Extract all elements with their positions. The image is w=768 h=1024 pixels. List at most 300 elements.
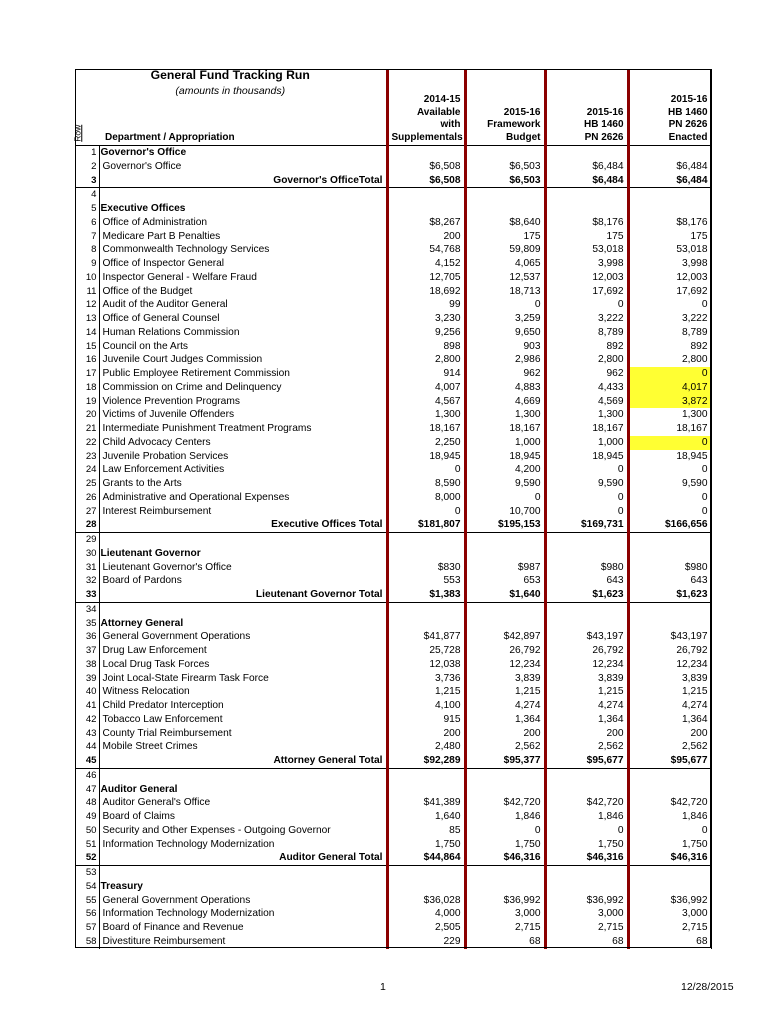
value-cell: $8,176 (545, 216, 628, 230)
value-cell (387, 202, 465, 216)
appropriation-label: Administrative and Operational Expenses (99, 491, 387, 505)
value-cell: 2,800 (628, 353, 711, 367)
value-cell: 59,809 (465, 243, 545, 257)
appropriation-label: Office of Administration (99, 216, 387, 230)
value-cell: 1,750 (628, 838, 711, 852)
value-cell: 175 (628, 230, 711, 244)
value-cell: 68 (545, 935, 628, 949)
value-cell: 3,839 (628, 672, 711, 686)
value-cell (628, 880, 711, 894)
value-cell: 1,215 (465, 685, 545, 699)
value-cell: $1,623 (628, 588, 711, 602)
value-cell (545, 188, 628, 202)
value-cell: $830 (387, 561, 465, 575)
table-row (75, 160, 711, 174)
value-cell: $42,897 (465, 630, 545, 644)
appropriation-label: Violence Prevention Programs (99, 395, 387, 409)
table-row (75, 685, 711, 699)
value-cell (465, 602, 545, 616)
table-row (75, 658, 711, 672)
value-cell: $36,992 (628, 894, 711, 908)
value-cell: 9,590 (465, 477, 545, 491)
value-cell (545, 617, 628, 631)
appropriation-label: Council on the Arts (99, 340, 387, 354)
value-cell (465, 547, 545, 561)
value-cell (465, 768, 545, 782)
value-cell: 1,846 (628, 810, 711, 824)
value-cell: 3,222 (628, 312, 711, 326)
value-cell: 1,750 (545, 838, 628, 852)
value-cell: $169,731 (545, 518, 628, 532)
value-cell: 4,200 (465, 463, 545, 477)
row-number: 28 (75, 518, 99, 532)
total-row (75, 588, 711, 602)
row-number: 36 (75, 630, 99, 644)
value-cell: 18,167 (387, 422, 465, 436)
value-cell: $6,484 (545, 160, 628, 174)
section-label: Lieutenant Governor (99, 547, 387, 561)
table-row (75, 602, 711, 616)
value-cell: 4,065 (465, 257, 545, 271)
value-cell: 3,872 (628, 395, 711, 409)
appropriation-label: Board of Claims (99, 810, 387, 824)
value-cell: 4,152 (387, 257, 465, 271)
appropriation-label: Information Technology Modernization (99, 907, 387, 921)
row-number: 52 (75, 851, 99, 865)
value-cell: 4,007 (387, 381, 465, 395)
appropriation-label: Tobacco Law Enforcement (99, 713, 387, 727)
value-cell: 12,537 (465, 271, 545, 285)
value-cell: 4,100 (387, 699, 465, 713)
value-cell: 0 (628, 298, 711, 312)
row-number: 42 (75, 713, 99, 727)
table-row (75, 921, 711, 935)
table-row (75, 285, 711, 299)
value-cell: 12,003 (628, 271, 711, 285)
value-cell: 9,590 (545, 477, 628, 491)
row-number: 2 (75, 160, 99, 174)
value-cell: 1,300 (387, 408, 465, 422)
value-cell (628, 547, 711, 561)
value-cell: 2,480 (387, 740, 465, 754)
appropriation-label: Juvenile Probation Services (99, 450, 387, 464)
table-row (75, 824, 711, 838)
value-cell (545, 202, 628, 216)
appropriation-label: Victims of Juvenile Offenders (99, 408, 387, 422)
table-row (75, 395, 711, 409)
value-cell: $1,640 (465, 588, 545, 602)
row-number: 48 (75, 796, 99, 810)
column-header-2014-15: 2014-15 Available with Supplementals (387, 69, 465, 146)
row-number: 15 (75, 340, 99, 354)
value-cell: 68 (628, 935, 711, 949)
value-cell (628, 202, 711, 216)
column-header-enacted: 2015-16 HB 1460 PN 2626 Enacted (628, 69, 711, 146)
value-cell: $6,503 (465, 160, 545, 174)
value-cell: $44,864 (387, 851, 465, 865)
row-number: 58 (75, 935, 99, 949)
appropriation-label: General Government Operations (99, 894, 387, 908)
row-number: 18 (75, 381, 99, 395)
appropriation-label (99, 533, 387, 547)
value-cell (465, 533, 545, 547)
appropriation-label: Divestiture Reimbursement (99, 935, 387, 949)
total-row (75, 851, 711, 865)
value-cell: 17,692 (545, 285, 628, 299)
value-cell (387, 768, 465, 782)
value-cell: $1,623 (545, 588, 628, 602)
table-row (75, 907, 711, 921)
value-cell: $987 (465, 561, 545, 575)
value-cell: 962 (465, 367, 545, 381)
value-cell: 12,234 (545, 658, 628, 672)
appropriation-label: Child Advocacy Centers (99, 436, 387, 450)
row-number: 22 (75, 436, 99, 450)
total-row (75, 754, 711, 768)
row-number: 44 (75, 740, 99, 754)
value-cell: 1,364 (545, 713, 628, 727)
table-row (75, 838, 711, 852)
value-cell: 18,945 (465, 450, 545, 464)
section-label: Executive Offices (99, 202, 387, 216)
value-cell: 1,750 (465, 838, 545, 852)
value-cell: $95,677 (545, 754, 628, 768)
row-number: 41 (75, 699, 99, 713)
appropriation-label: Drug Law Enforcement (99, 644, 387, 658)
row-number: 12 (75, 298, 99, 312)
value-cell: 3,000 (465, 907, 545, 921)
value-cell: 892 (628, 340, 711, 354)
total-label: Lieutenant Governor Total (99, 588, 387, 602)
value-cell: 1,300 (465, 408, 545, 422)
value-cell: 892 (545, 340, 628, 354)
row-number: 50 (75, 824, 99, 838)
value-cell: 4,569 (545, 395, 628, 409)
value-cell: 3,998 (545, 257, 628, 271)
row-number: 56 (75, 907, 99, 921)
table-row (75, 796, 711, 810)
value-cell: 2,562 (465, 740, 545, 754)
value-cell: 903 (465, 340, 545, 354)
row-number: 11 (75, 285, 99, 299)
value-cell: $36,992 (465, 894, 545, 908)
section-label: Governor's Office (99, 146, 387, 160)
value-cell: 9,256 (387, 326, 465, 340)
row-number: 31 (75, 561, 99, 575)
value-cell: 1,364 (628, 713, 711, 727)
appropriation-label: County Trial Reimbursement (99, 727, 387, 741)
row-number: 10 (75, 271, 99, 285)
value-cell (465, 617, 545, 631)
value-cell: 200 (387, 727, 465, 741)
value-cell: 2,250 (387, 436, 465, 450)
table-row (75, 574, 711, 588)
appropriation-label: Governor's Office (99, 160, 387, 174)
table-row (75, 188, 711, 202)
table-row (75, 810, 711, 824)
section-row (75, 146, 711, 160)
table-row (75, 561, 711, 575)
value-cell: 0 (628, 824, 711, 838)
value-cell: $42,720 (545, 796, 628, 810)
value-cell: 2,800 (545, 353, 628, 367)
appropriation-label (99, 866, 387, 880)
value-cell: 4,883 (465, 381, 545, 395)
total-label: Attorney General Total (99, 754, 387, 768)
value-cell: 0 (628, 463, 711, 477)
value-cell (545, 768, 628, 782)
appropriation-label: Child Predator Interception (99, 699, 387, 713)
value-cell (628, 866, 711, 880)
value-cell: 1,750 (387, 838, 465, 852)
table-row (75, 381, 711, 395)
value-cell: $95,377 (465, 754, 545, 768)
row-number: 6 (75, 216, 99, 230)
value-cell: $42,720 (628, 796, 711, 810)
value-cell: 643 (545, 574, 628, 588)
value-cell: 17,692 (628, 285, 711, 299)
appropriation-label: Public Employee Retirement Commission (99, 367, 387, 381)
value-cell: 26,792 (465, 644, 545, 658)
value-cell: 9,650 (465, 326, 545, 340)
value-cell: 0 (465, 298, 545, 312)
appropriation-label: Inspector General - Welfare Fraud (99, 271, 387, 285)
value-cell: 3,000 (545, 907, 628, 921)
value-cell: 962 (545, 367, 628, 381)
appropriation-label: Human Relations Commission (99, 326, 387, 340)
value-cell: $6,484 (628, 160, 711, 174)
row-number: 14 (75, 326, 99, 340)
table-row (75, 367, 711, 381)
value-cell: $8,176 (628, 216, 711, 230)
value-cell: $195,153 (465, 518, 545, 532)
value-cell: 0 (628, 505, 711, 519)
value-cell: 8,590 (387, 477, 465, 491)
value-cell: 18,167 (545, 422, 628, 436)
table-row (75, 866, 711, 880)
appropriation-label: Joint Local-State Firearm Task Force (99, 672, 387, 686)
budget-table (72, 68, 712, 949)
value-cell: 2,800 (387, 353, 465, 367)
section-row (75, 617, 711, 631)
value-cell: 2,505 (387, 921, 465, 935)
row-number: 55 (75, 894, 99, 908)
value-cell: 8,000 (387, 491, 465, 505)
row-number: 32 (75, 574, 99, 588)
column-header-pn2626: 2015-16 HB 1460 PN 2626 (545, 69, 628, 146)
row-number: 4 (75, 188, 99, 202)
row-number: 29 (75, 533, 99, 547)
value-cell: 175 (465, 230, 545, 244)
value-cell (545, 146, 628, 160)
value-cell (545, 866, 628, 880)
value-cell: 4,017 (628, 381, 711, 395)
value-cell: 4,274 (628, 699, 711, 713)
value-cell: 0 (465, 491, 545, 505)
value-cell: $980 (545, 561, 628, 575)
value-cell (465, 202, 545, 216)
appropriation-label: Office of Inspector General (99, 257, 387, 271)
value-cell: 99 (387, 298, 465, 312)
value-cell: 4,433 (545, 381, 628, 395)
value-cell: $8,267 (387, 216, 465, 230)
row-number: 25 (75, 477, 99, 491)
appropriation-label: Commission on Crime and Delinquency (99, 381, 387, 395)
value-cell: $181,807 (387, 518, 465, 532)
value-cell: 53,018 (628, 243, 711, 257)
row-number: 8 (75, 243, 99, 257)
value-cell: 1,215 (387, 685, 465, 699)
total-label: Auditor General Total (99, 851, 387, 865)
value-cell (387, 188, 465, 202)
value-cell (465, 783, 545, 797)
value-cell: 914 (387, 367, 465, 381)
row-number: 21 (75, 422, 99, 436)
value-cell (387, 146, 465, 160)
value-cell: 2,715 (465, 921, 545, 935)
appropriation-label: Intermediate Punishment Treatment Programs (99, 422, 387, 436)
row-number: 54 (75, 880, 99, 894)
row-number: 23 (75, 450, 99, 464)
value-cell: 10,700 (465, 505, 545, 519)
value-cell (545, 602, 628, 616)
section-row (75, 880, 711, 894)
value-cell: 12,003 (545, 271, 628, 285)
value-cell: 18,167 (628, 422, 711, 436)
table-row (75, 230, 711, 244)
value-cell (387, 533, 465, 547)
table-row (75, 463, 711, 477)
value-cell: $42,720 (465, 796, 545, 810)
value-cell: 2,562 (545, 740, 628, 754)
value-cell (545, 547, 628, 561)
row-number: 51 (75, 838, 99, 852)
row-number: 45 (75, 754, 99, 768)
department-column-label: Department / Appropriation (105, 131, 235, 143)
appropriation-label: Local Drug Task Forces (99, 658, 387, 672)
section-label: Auditor General (99, 783, 387, 797)
table-row (75, 713, 711, 727)
value-cell: 653 (465, 574, 545, 588)
appropriation-label: Board of Finance and Revenue (99, 921, 387, 935)
total-label: Governor's OfficeTotal (99, 174, 387, 188)
row-number: 35 (75, 617, 99, 631)
table-row (75, 644, 711, 658)
column-header-framework: 2015-16 Framework Budget (465, 69, 545, 146)
appropriation-label: Medicare Part B Penalties (99, 230, 387, 244)
appropriation-label: Audit of the Auditor General (99, 298, 387, 312)
table-row (75, 672, 711, 686)
row-number: 40 (75, 685, 99, 699)
value-cell: 53,018 (545, 243, 628, 257)
value-cell: 0 (545, 463, 628, 477)
appropriation-label: Office of the Budget (99, 285, 387, 299)
table-row (75, 298, 711, 312)
value-cell: 18,692 (387, 285, 465, 299)
appropriation-label: Security and Other Expenses - Outgoing Governor (99, 824, 387, 838)
value-cell: 3,259 (465, 312, 545, 326)
value-cell: 3,998 (628, 257, 711, 271)
value-cell: $1,383 (387, 588, 465, 602)
value-cell (628, 617, 711, 631)
section-row (75, 783, 711, 797)
value-cell: 643 (628, 574, 711, 588)
value-cell: $166,656 (628, 518, 711, 532)
value-cell: 12,705 (387, 271, 465, 285)
value-cell (387, 783, 465, 797)
appropriation-label (99, 188, 387, 202)
appropriation-label: Board of Pardons (99, 574, 387, 588)
value-cell: 200 (545, 727, 628, 741)
total-row (75, 518, 711, 532)
row-number: 30 (75, 547, 99, 561)
value-cell: 0 (628, 436, 711, 450)
row-number: 3 (75, 174, 99, 188)
table-row (75, 533, 711, 547)
value-cell: $6,508 (387, 160, 465, 174)
appropriation-label: Lieutenant Governor's Office (99, 561, 387, 575)
value-cell: 0 (465, 824, 545, 838)
row-number: 38 (75, 658, 99, 672)
appropriation-label: Auditor General's Office (99, 796, 387, 810)
value-cell: $980 (628, 561, 711, 575)
row-number: 47 (75, 783, 99, 797)
value-cell: 2,562 (628, 740, 711, 754)
appropriation-label (99, 768, 387, 782)
appropriation-label: Interest Reimbursement (99, 505, 387, 519)
table-row (75, 312, 711, 326)
section-label: Treasury (99, 880, 387, 894)
value-cell: 553 (387, 574, 465, 588)
value-cell: 3,230 (387, 312, 465, 326)
value-cell: 0 (387, 505, 465, 519)
value-cell: 4,567 (387, 395, 465, 409)
value-cell (387, 880, 465, 894)
value-cell: 915 (387, 713, 465, 727)
value-cell: 18,945 (387, 450, 465, 464)
value-cell: 4,274 (545, 699, 628, 713)
value-cell (628, 602, 711, 616)
table-row (75, 408, 711, 422)
value-cell: 3,839 (465, 672, 545, 686)
value-cell: 200 (465, 727, 545, 741)
row-number: 43 (75, 727, 99, 741)
value-cell: 0 (545, 298, 628, 312)
value-cell: 1,640 (387, 810, 465, 824)
row-number: 46 (75, 768, 99, 782)
value-cell (465, 866, 545, 880)
appropriation-label: Grants to the Arts (99, 477, 387, 491)
value-cell (545, 783, 628, 797)
table-row (75, 768, 711, 782)
value-cell: $8,640 (465, 216, 545, 230)
appropriation-label: Witness Relocation (99, 685, 387, 699)
table-row (75, 894, 711, 908)
value-cell (628, 146, 711, 160)
value-cell: 1,364 (465, 713, 545, 727)
row-number: 9 (75, 257, 99, 271)
appropriation-label: Office of General Counsel (99, 312, 387, 326)
value-cell: 1,300 (628, 408, 711, 422)
value-cell: 4,669 (465, 395, 545, 409)
row-number: 19 (75, 395, 99, 409)
appropriation-label: Mobile Street Crimes (99, 740, 387, 754)
row-number: 20 (75, 408, 99, 422)
table-row (75, 340, 711, 354)
value-cell: 1,000 (545, 436, 628, 450)
value-cell: 200 (628, 727, 711, 741)
table-row (75, 699, 711, 713)
